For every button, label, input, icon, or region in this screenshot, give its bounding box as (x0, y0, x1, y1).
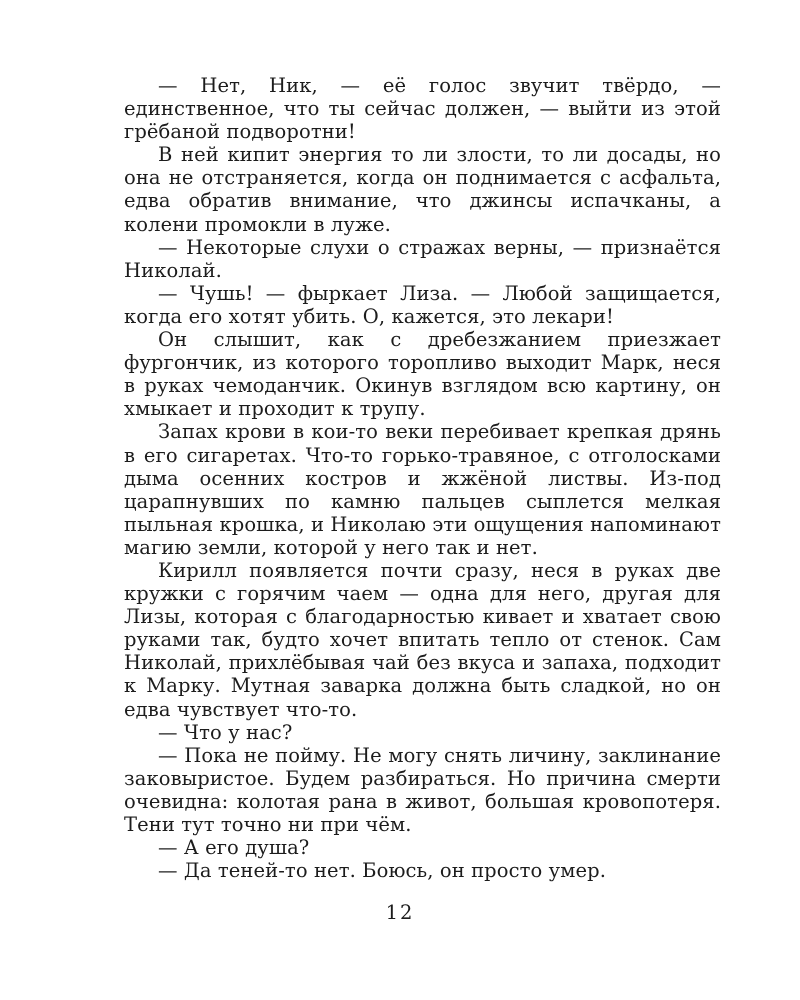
paragraph: В ней кипит энергия то ли злости, то ли досады, но она не отстраняется, когда он поднимается с асфальта, едва обратив внимание, что джинсы испачканы, а колени промокли в луже. (124, 143, 721, 236)
paragraph: Он слышит, как с дребезжанием приезжает фургончик, из которого торопливо выходит Марк, неся в руках чемоданчик. Окинув взглядом всю картину, он хмыкает и проходит к трупу. (124, 328, 721, 421)
paragraph: — А его душа? (158, 836, 310, 860)
paragraph: — Чушь! — фыркает Лиза. — Любой защищается, когда его хотят убить. О, кажется, это лекари! (124, 281, 721, 328)
paragraph: — Да теней-то нет. Боюсь, он просто умер. (158, 859, 607, 883)
paragraph: Запах крови в кои-то веки перебивает крепкая дрянь в его сигаретах. Что-то горько-травяное, с отголосками дыма осенних костров и жжёной листвы. Из-под царапнувших по камню пальцев сыплется мелкая пыльная крошка, и Николаю эти ощущения напоминают магию земли, которой у него так и нет. (124, 420, 721, 559)
paragraph: — Нет, Ник, — её голос звучит твёрдо, — единственное, что ты сейчас должен, — выйти из этой грёбаной подворотни! (124, 74, 721, 144)
paragraph: — Что у нас? (158, 720, 293, 744)
body-text (124, 74, 721, 882)
page-number: 12 (385, 901, 415, 924)
paragraph: — Некоторые слухи о стражах верны, — признаётся Николай. (124, 235, 721, 282)
paragraph: — Пока не пойму. Не могу снять личину, заклинание заковыристое. Будем разбираться. Но причина смерти очевидна: колотая рана в живот, большая кровопотеря. Тени тут точно ни при чём. (124, 743, 721, 836)
paragraph: Кирилл появляется почти сразу, неся в руках две кружки с горячим чаем — одна для него, другая для Лизы, которая с благодарностью кивает и хватает свою руками так, будто хочет впитать тепло от стенок. Сам Николай, прихлёбывая чай без вкуса и запаха, подходит к Марку. Мутная заварка должна быть сладкой, но он едва чувствует что-то. (124, 558, 721, 721)
